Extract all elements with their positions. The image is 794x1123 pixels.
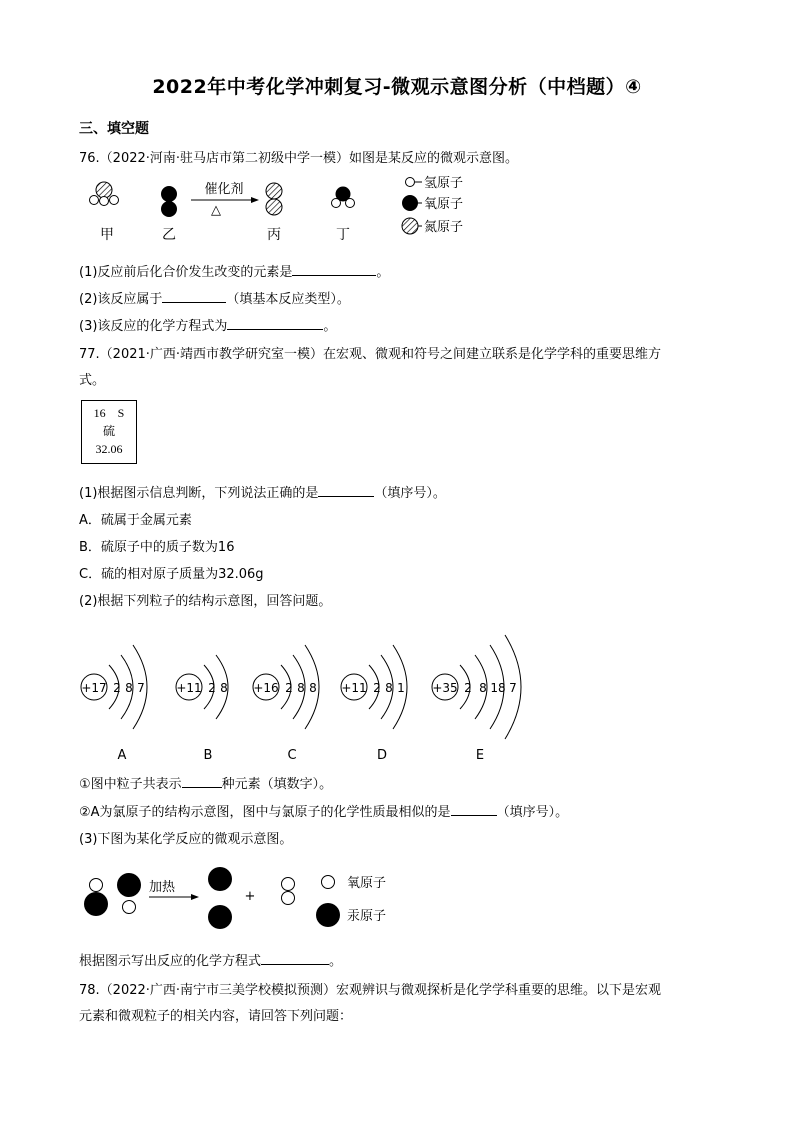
heat-label: 加热 bbox=[149, 880, 176, 895]
nucleus-charge: +17 bbox=[81, 681, 107, 695]
particle-label: B bbox=[203, 748, 213, 763]
shell-electron-count: 2 bbox=[113, 681, 121, 695]
q76-sub1: (1)反应前后化合价发生改变的元素是 。 bbox=[79, 265, 390, 280]
shell-electron-count: 8 bbox=[479, 681, 487, 695]
nucleus-charge: +16 bbox=[253, 681, 279, 695]
mercury-atom bbox=[208, 905, 232, 929]
molecule-bing bbox=[266, 183, 282, 215]
molecule-jia bbox=[90, 182, 119, 206]
answer-blank[interactable] bbox=[292, 263, 376, 276]
q77-sub3: (3)下图为某化学反应的微观示意图。 bbox=[79, 832, 293, 847]
molecule-yi bbox=[161, 186, 177, 217]
answer-blank[interactable] bbox=[182, 775, 222, 788]
atomic-mass: 32.06 bbox=[95, 442, 123, 456]
label-yi: 乙 bbox=[162, 227, 176, 243]
page-title: 2022年中考化学冲刺复习-微观示意图分析（中档题）④ bbox=[152, 76, 642, 98]
particle-label: E bbox=[475, 748, 485, 763]
mercury-oxide-molecule-1 bbox=[84, 879, 108, 917]
q77-sub2a: ①图中粒子共表示 种元素（填数字）。 bbox=[79, 777, 333, 792]
answer-blank[interactable] bbox=[451, 803, 497, 816]
heat-symbol: △ bbox=[211, 203, 221, 218]
particle-label: C bbox=[287, 748, 297, 763]
atom-diagram-b bbox=[176, 655, 228, 763]
particle-label: D bbox=[376, 748, 388, 763]
nucleus-charge: +11 bbox=[176, 681, 202, 695]
q77-reaction-diagram bbox=[79, 860, 419, 940]
atom-diagram-d bbox=[341, 645, 407, 763]
nucleus-charge: +11 bbox=[341, 681, 367, 695]
shell-electron-count: 2 bbox=[373, 681, 381, 695]
mercury-oxide-molecule-2 bbox=[117, 873, 141, 914]
shell-electron-count: 7 bbox=[137, 681, 145, 695]
section-heading: 三、填空题 bbox=[79, 121, 149, 137]
q77-sub2: (2)根据下列粒子的结构示意图，回答问题。 bbox=[79, 594, 332, 609]
legend-nitrogen: 氮原子 bbox=[424, 220, 464, 235]
q78-stem-line1: 78.（2022·广西·南宁市三美学校模拟预测）宏观辨识与微观探析是化学学科重要的思维。以下是宏观 bbox=[79, 983, 662, 998]
answer-blank[interactable] bbox=[162, 290, 226, 303]
shell-electron-count: 2 bbox=[208, 681, 216, 695]
answer-blank[interactable] bbox=[318, 484, 374, 497]
legend-oxygen: 氧原子 bbox=[424, 197, 464, 212]
shell-electron-count: 8 bbox=[220, 681, 228, 695]
shell-electron-count: 7 bbox=[509, 681, 517, 695]
shell-electron-count: 8 bbox=[125, 681, 133, 695]
legend-mercury: 汞原子 bbox=[347, 909, 387, 924]
answer-blank[interactable] bbox=[261, 952, 329, 965]
option-c: C．硫的相对原子质量为32.06g bbox=[79, 567, 264, 582]
molecule-ding bbox=[332, 187, 355, 208]
atom-diagram-c bbox=[253, 645, 319, 763]
mercury-atom bbox=[208, 867, 232, 891]
legend-oxygen: 氧原子 bbox=[347, 876, 387, 891]
legend-mercury-icon bbox=[316, 903, 340, 927]
shell-electron-count: 2 bbox=[285, 681, 293, 695]
shell-electron-count: 18 bbox=[490, 681, 506, 695]
oxygen-molecule bbox=[282, 878, 295, 905]
q76-sub3: (3)该反应的化学方程式为 。 bbox=[79, 319, 337, 334]
q76-legend bbox=[402, 176, 463, 235]
q77-sub2b: ②A为氯原子的结构示意图，图中与氯原子的化学性质最相似的是 （填序号）。 bbox=[79, 805, 569, 820]
plus-sign: + bbox=[244, 889, 256, 904]
label-ding: 丁 bbox=[336, 227, 350, 243]
q77-sub1: (1)根据图示信息判断，下列说法正确的是 （填序号）。 bbox=[79, 486, 446, 501]
q77-stem-line2: 式。 bbox=[79, 373, 106, 388]
q76-reaction-diagram bbox=[79, 170, 499, 250]
nucleus-charge: +35 bbox=[432, 681, 458, 695]
shell-electron-count: 8 bbox=[385, 681, 393, 695]
q78-stem-line2: 元素和微观粒子的相关内容，请回答下列问题： bbox=[79, 1009, 353, 1024]
option-b: B．硫原子中的质子数为16 bbox=[79, 540, 235, 555]
catalyst-label: 催化剂 bbox=[204, 182, 244, 197]
atomic-number: 16 bbox=[93, 406, 106, 420]
answer-blank[interactable] bbox=[227, 317, 323, 330]
label-bing: 丙 bbox=[267, 227, 281, 243]
q77-stem-line1: 77.（2021·广西·靖西市教学研究室一模）在宏观、微观和符号之间建立联系是化学学科的重要思维方 bbox=[79, 347, 662, 362]
q77-sub3-answer: 根据图示写出反应的化学方程式 。 bbox=[79, 954, 343, 969]
atom-structure-diagrams bbox=[72, 614, 532, 766]
q76-stem: 76.（2022·河南·驻马店市第二初级中学一模）如图是某反应的微观示意图。 bbox=[79, 151, 519, 166]
shell-electron-count: 2 bbox=[464, 681, 472, 695]
atom-diagram-e bbox=[432, 635, 521, 763]
shell-electron-count: 8 bbox=[309, 681, 317, 695]
element-symbol: S bbox=[117, 406, 125, 420]
label-jia: 甲 bbox=[100, 227, 114, 243]
periodic-element-card bbox=[81, 400, 137, 464]
option-a: A．硫属于金属元素 bbox=[79, 513, 192, 528]
shell-electron-count: 1 bbox=[397, 681, 405, 695]
legend-hydrogen: 氢原子 bbox=[424, 176, 464, 191]
atom-diagram-a bbox=[81, 645, 147, 763]
element-name: 硫 bbox=[102, 424, 115, 438]
shell-electron-count: 8 bbox=[297, 681, 305, 695]
q76-sub2: (2)该反应属于 （填基本反应类型）。 bbox=[79, 292, 350, 307]
legend-oxygen-icon bbox=[322, 876, 335, 889]
particle-label: A bbox=[117, 748, 127, 763]
